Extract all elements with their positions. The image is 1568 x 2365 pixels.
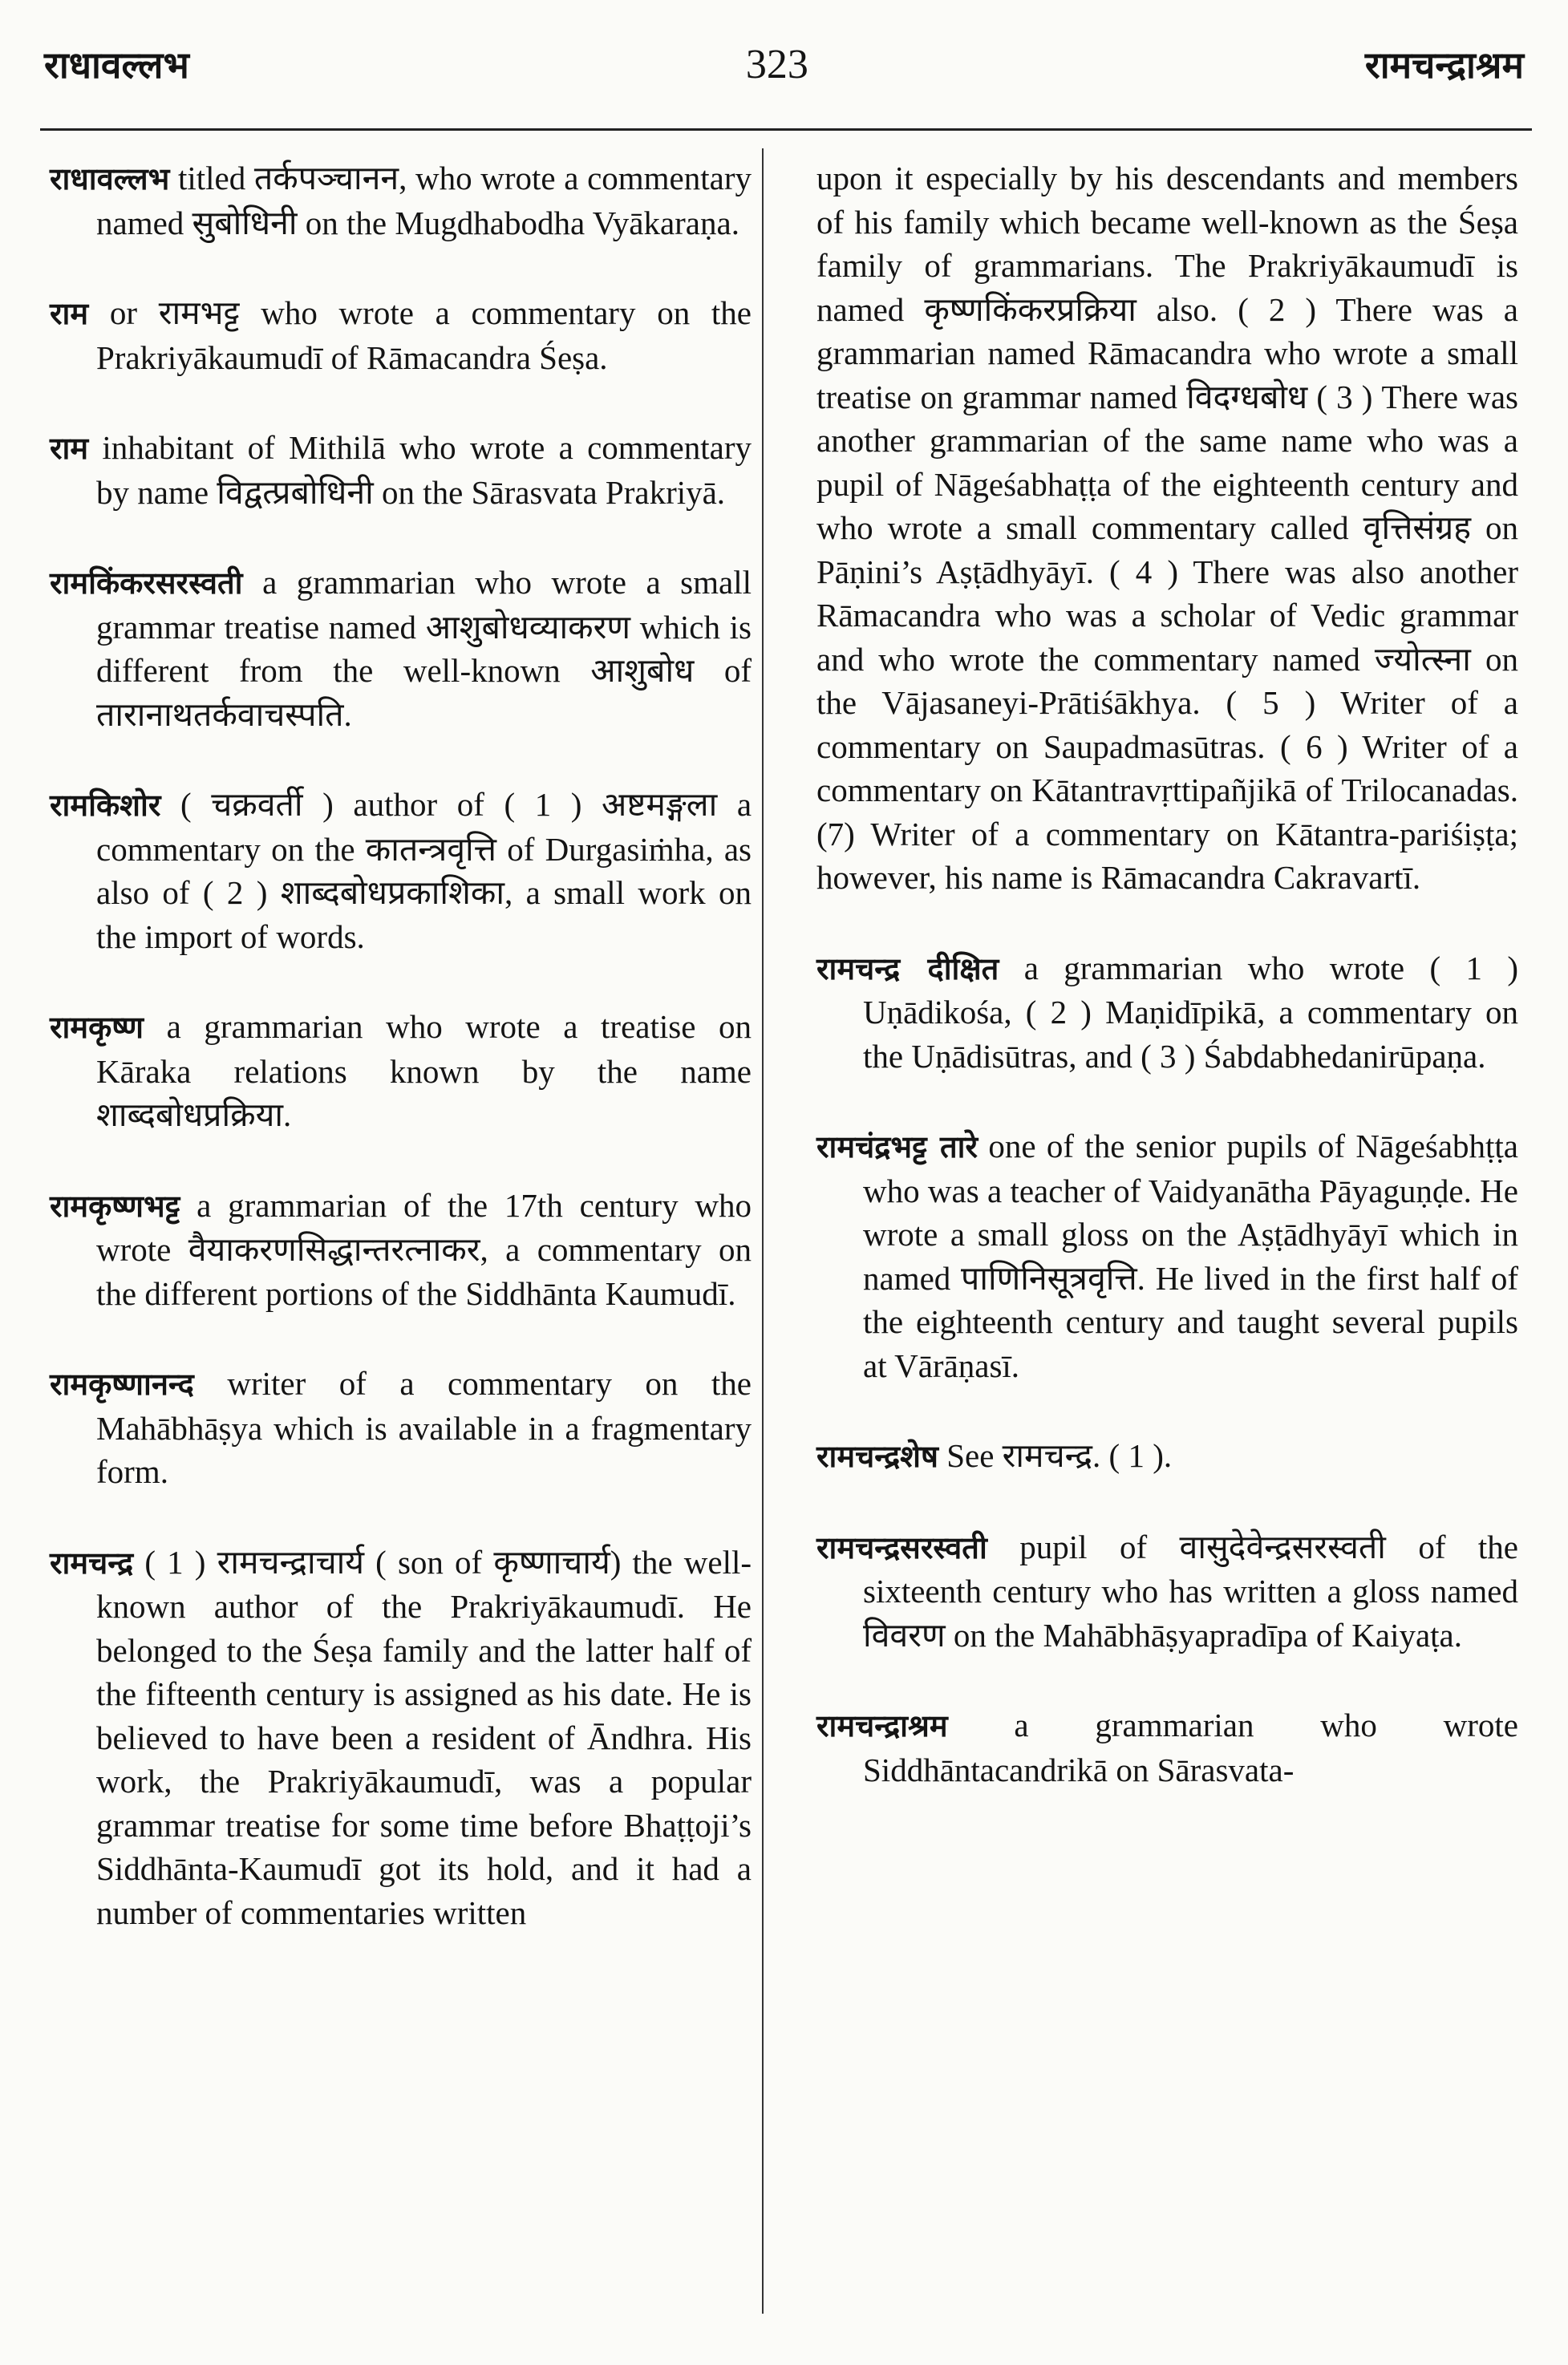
entry-text: a grammarian of the 17th century who wrote वैयाकरणसिद्धान्तरत्नाकर, a commentary on the different portions of the Siddhānta Kaumudī. [96, 1186, 752, 1312]
left-column [50, 156, 752, 1981]
entry-text: See रामचन्द्र. ( 1 ). [946, 1437, 1173, 1474]
entry-headword: राम [50, 431, 89, 466]
entry-headword: राम [50, 296, 89, 331]
column-divider [762, 148, 764, 2314]
entry-text: pupil of वासुदेवेन्द्रसरस्वती of the sixteenth century who has written a gloss named विवरण on the Mahābhāṣyapradīpa of Kaiyaṭa. [863, 1528, 1518, 1654]
entry-text: a grammarian who wrote a treatise on Kāraka relations known by the name शाब्दबोधप्रक्रिया. [96, 1008, 752, 1133]
entry-text: writer of a commentary on the Mahābhāṣya which is available in a fragmentary form. [96, 1365, 752, 1490]
header-rule [40, 128, 1532, 131]
dictionary-entry [50, 1541, 752, 1935]
entry-headword: राधावल्लभ [50, 161, 170, 196]
entry-headword: रामचन्द्र [50, 1545, 134, 1581]
dictionary-entry [816, 946, 1518, 1079]
entry-headword: रामचन्द्रशेष [816, 1439, 938, 1474]
entry-text: inhabitant of Mithilā who wrote a commentary by name विद्वत्प्रबोधिनी on the Sārasvata Prakriyā. [96, 429, 752, 511]
entry-headword: रामचन्द्रसरस्वती [816, 1529, 987, 1565]
entry-headword: रामचन्द्राश्रम [816, 1708, 948, 1743]
page-number: 323 [745, 41, 808, 87]
running-header [44, 32, 1524, 96]
dictionary-entry [816, 1124, 1518, 1387]
dictionary-entry [816, 1434, 1518, 1479]
entry-headword: रामकृष्ण [50, 1010, 144, 1045]
dictionary-entry [816, 1703, 1518, 1792]
entry-text: a grammarian who wrote ( 1 ) Uṇādikośa, ( 2 ) Maṇidīpikā, a commentary on the Uṇādisūtras, and ( 3 ) Śabdabhedanirūpaṇa. [863, 949, 1519, 1075]
dictionary-entry [50, 156, 752, 245]
entry-text: a grammarian who wrote Siddhāntacandrikā on Sārasvata- [863, 1707, 1518, 1788]
header-right-guide-word: रामचन्द्राश्रम [1364, 43, 1524, 87]
entry-text: or रामभट्ट who wrote a commentary on the Prakriyākaumudī of Rāmacandra Śeṣa. [96, 294, 752, 376]
entry-headword: रामचन्द्र दीक्षित [816, 950, 999, 986]
entry-text: one of the senior pupils of Nāgeśabhṭṭa who was a teacher of Vaidyanātha Pāyaguṇḍe. He wrote a small gloss on the Aṣṭādhyāyī which in named पाणिनिसूत्रवृत्ति. He lived in the first half of the eighteenth century and taught several pupils at Vārāṇasī. [863, 1128, 1518, 1384]
dictionary-entry [50, 561, 752, 736]
entry-text: titled तर्कपञ्चानन, who wrote a commentary named सुबोधिनी on the Mugdhabodha Vyākaraṇa. [96, 160, 752, 241]
entry-text: a grammarian who wrote a small grammar treatise named आशुबोधव्याकरण which is different from the well-known आशुबोध of तारानाथतर्कवाचस्पति. [96, 564, 752, 733]
entry-headword: रामकृष्णानन्द [50, 1367, 194, 1402]
entry-text: ( 1 ) रामचन्द्राचार्य ( son of कृष्णाचार्य) the well-known author of the Prakriyākaumudī. He belonged to the Śeṣa family and the latter half of the fifteenth century is assigned as his date. He is believed to have been a resident of Āndhra. His work, the Prakriyākaumudī, was a popular grammar treatise for some time before Bhaṭṭoji’s Siddhānta-Kaumudī got its hold, and it had a number of commentaries written [96, 1543, 752, 1931]
entry-headword: रामचंद्रभट्ट तारे [816, 1129, 978, 1164]
entry-text: upon it especially by his descendants and members of his family which became well-known as the Śeṣa family of grammarians. The Prakriyākaumudī is named कृष्णकिंकरप्रक्रिया also. ( 2 ) There was a grammarian named Rāmacandra who wrote a small treatise on grammar named विदग्धबोध ( 3 ) There was another grammarian of the same name who was a pupil of Nāgeśabhaṭṭa of the eighteenth century and who wrote a small commentary called वृत्तिसंग्रह on Pāṇini’s Aṣṭādhyāyī. ( 4 ) There was also another Rāmacandra who was a scholar of Vedic grammar and who wrote the commentary named ज्योत्स्ना on the Vājasaneyi-Prātiśākhya. ( 5 ) Writer of a commentary on Saupadmasūtras. ( 6 ) Writer of a commentary on Kātantravṛttipañjikā of Trilocanadas. (7) Writer of a commentary on Kātantra-pariśiṣṭa; however, his name is Rāmacandra Cakravartī. [816, 160, 1518, 896]
dictionary-entry [50, 291, 752, 379]
dictionary-entry [50, 1362, 752, 1494]
right-column [816, 156, 1518, 1838]
entry-headword: रामकिंकरसरस्वती [50, 565, 243, 601]
entry-headword: रामकिशोर [50, 788, 161, 823]
dictionary-entry [50, 1005, 752, 1137]
entry-text: ( चक्रवर्ती ) author of ( 1 ) अष्टमङ्गला a commentary on the कातन्त्रवृत्ति of Durgasiṁha, as also of ( 2 ) शाब्दबोधप्रकाशिका, a small work on the import of words. [96, 786, 752, 955]
entry-headword: रामकृष्णभट्ट [50, 1188, 180, 1224]
dictionary-entry [50, 426, 752, 514]
header-left-guide-word: राधावल्लभ [44, 43, 189, 87]
dictionary-entry [50, 783, 752, 958]
dictionary-entry [816, 1525, 1518, 1658]
dictionary-entry [50, 1184, 752, 1316]
dictionary-entry [816, 156, 1518, 900]
